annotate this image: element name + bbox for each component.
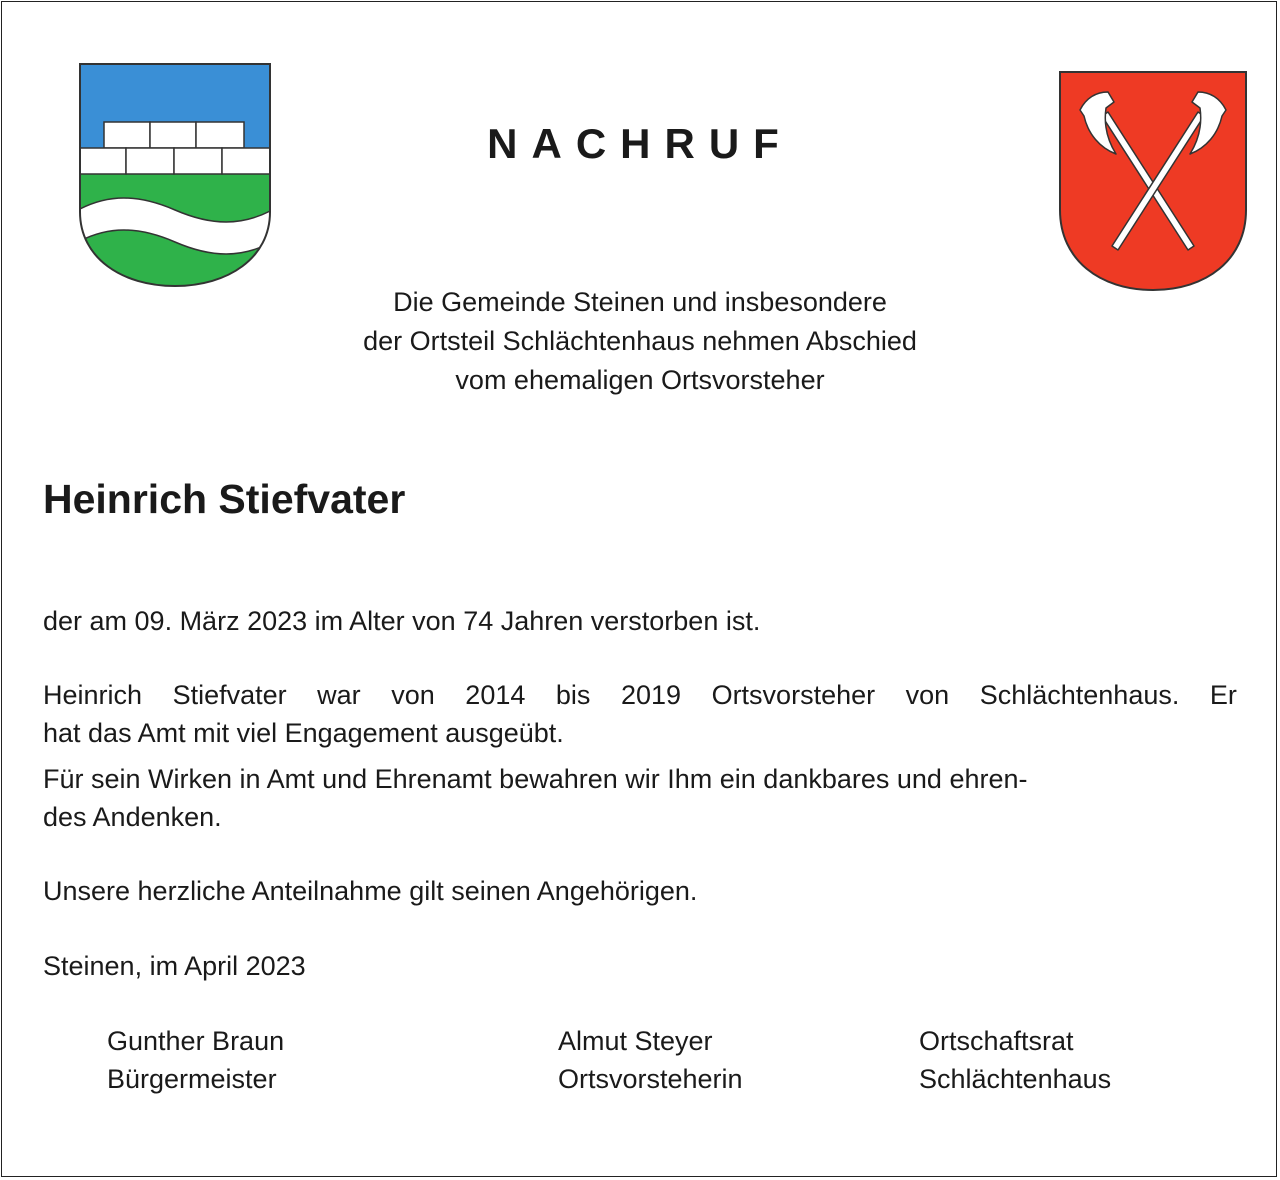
intro-line: der Ortsteil Schlächtenhaus nehmen Abschied: [363, 326, 917, 356]
office-word: 2019: [620, 680, 682, 710]
signature-title: Ortsvorsteherin: [558, 1064, 743, 1094]
office-word: 2014: [465, 680, 526, 710]
office-word: von: [391, 680, 435, 710]
office-word: Stiefvater: [172, 680, 287, 710]
signature-local-head: [558, 1022, 743, 1098]
signature-name: Ortschaftsrat: [919, 1026, 1074, 1056]
office-line-justified: [43, 676, 1237, 714]
condolence-text: Unsere herzliche Anteilnahme gilt seinen Angehörigen.: [43, 876, 698, 906]
office-word: bis: [555, 680, 591, 710]
schlaechtenhaus-coat-of-arms-icon: [1058, 70, 1248, 292]
office-word: von: [905, 680, 950, 710]
intro-line: Die Gemeinde Steinen und insbesondere: [393, 287, 887, 317]
memory-line: Für sein Wirken in Amt und Ehrenamt bewahren wir Ihm ein dankbares und ehren-: [43, 764, 1028, 794]
deceased-name: Heinrich Stiefvater: [43, 476, 406, 522]
office-word: Schlächtenhaus.: [979, 680, 1180, 710]
death-statement: der am 09. März 2023 im Alter von 74 Jahren verstorben ist.: [43, 606, 761, 636]
signature-council: [919, 1022, 1111, 1098]
signature-mayor: [107, 1022, 284, 1098]
signature-title: Schlächtenhaus: [919, 1064, 1112, 1094]
office-word: Er: [1209, 680, 1237, 710]
office-word: war: [317, 680, 361, 710]
office-paragraph: [43, 676, 1237, 752]
steinen-coat-of-arms-icon: [78, 62, 272, 288]
intro-line: vom ehemaligen Ortsvorsteher: [455, 365, 825, 395]
office-line: hat das Amt mit viel Engagement ausgeübt.: [43, 718, 564, 748]
signature-name: Gunther Braun: [107, 1026, 285, 1056]
notice-heading: NACHRUF: [487, 120, 793, 167]
signature-title: Bürgermeister: [107, 1064, 277, 1094]
place-date: Steinen, im April 2023: [43, 951, 306, 981]
memory-paragraph: [43, 760, 1237, 836]
memory-line: des Andenken.: [43, 802, 222, 832]
intro-text: [240, 283, 1040, 400]
office-word: Heinrich: [43, 680, 143, 710]
office-word: Ortsvorsteher: [711, 680, 876, 710]
signature-name: Almut Steyer: [558, 1026, 713, 1056]
